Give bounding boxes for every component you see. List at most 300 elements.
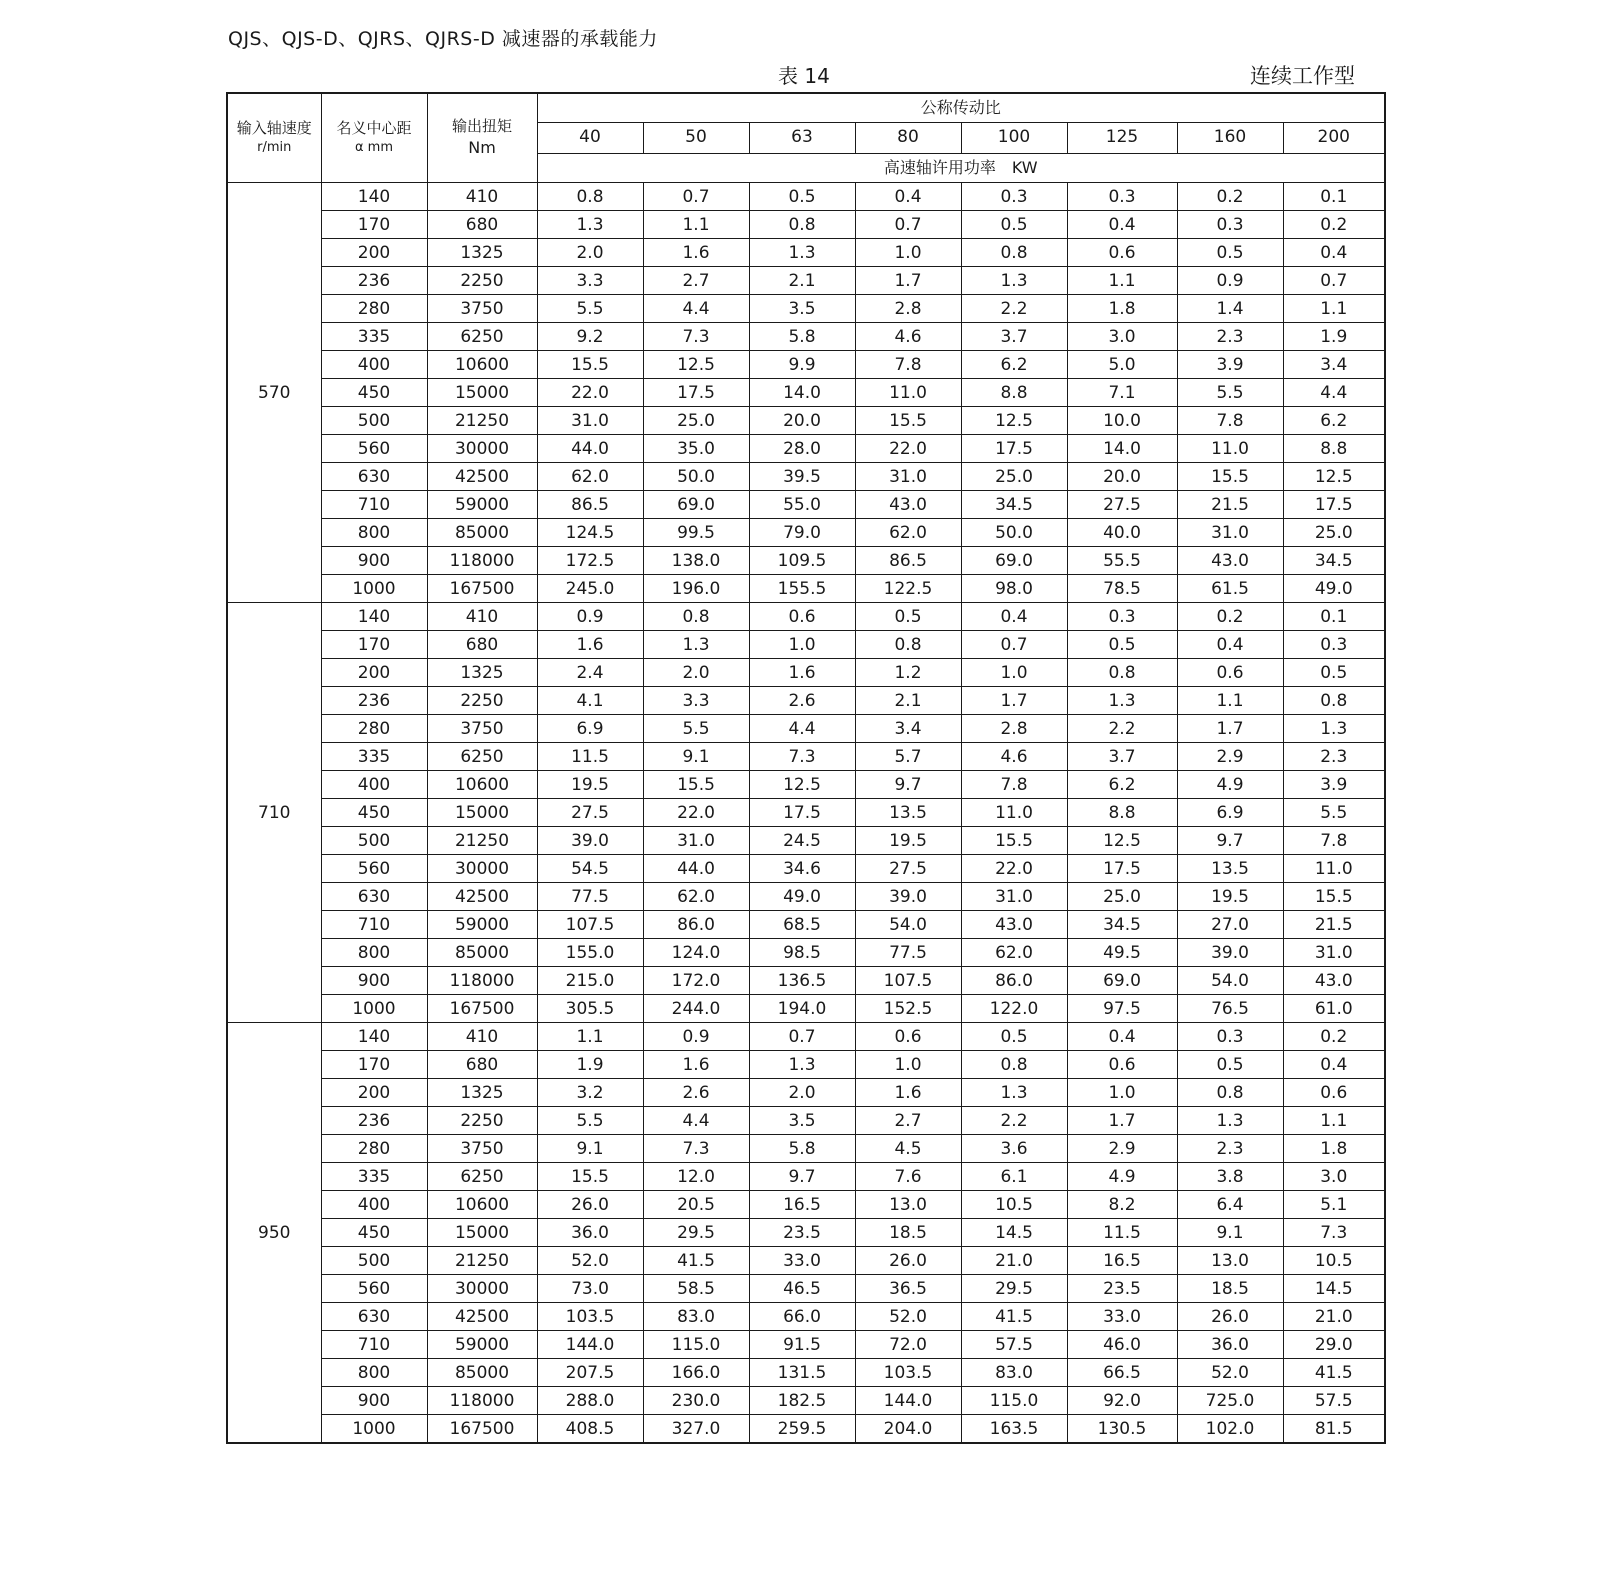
power-cell: 1.0 <box>749 631 855 659</box>
power-cell: 69.0 <box>961 547 1067 575</box>
power-cell: 8.2 <box>1067 1191 1177 1219</box>
power-cell: 0.4 <box>1067 211 1177 239</box>
center-distance-cell: 560 <box>321 1275 427 1303</box>
output-torque-cell: 85000 <box>427 1359 537 1387</box>
power-cell: 12.5 <box>1283 463 1385 491</box>
power-cell: 36.0 <box>1177 1331 1283 1359</box>
power-cell: 7.1 <box>1067 379 1177 407</box>
power-cell: 20.0 <box>749 407 855 435</box>
power-cell: 3.5 <box>749 295 855 323</box>
output-torque-cell: 1325 <box>427 659 537 687</box>
power-cell: 102.0 <box>1177 1415 1283 1444</box>
power-cell: 13.5 <box>1177 855 1283 883</box>
table-row <box>227 379 1385 407</box>
power-cell: 5.5 <box>1177 379 1283 407</box>
power-cell: 83.0 <box>961 1359 1067 1387</box>
power-cell: 115.0 <box>643 1331 749 1359</box>
power-cell: 0.8 <box>537 183 643 211</box>
power-cell: 77.5 <box>855 939 961 967</box>
power-cell: 68.5 <box>749 911 855 939</box>
power-cell: 24.5 <box>749 827 855 855</box>
table-row <box>227 687 1385 715</box>
power-cell: 130.5 <box>1067 1415 1177 1444</box>
power-cell: 77.5 <box>537 883 643 911</box>
table-row <box>227 855 1385 883</box>
power-cell: 16.5 <box>749 1191 855 1219</box>
power-cell: 66.5 <box>1067 1359 1177 1387</box>
power-cell: 136.5 <box>749 967 855 995</box>
power-cell: 19.5 <box>1177 883 1283 911</box>
table-number: 表 14 <box>778 64 830 88</box>
power-cell: 2.4 <box>537 659 643 687</box>
power-cell: 1.3 <box>1067 687 1177 715</box>
output-torque-cell: 15000 <box>427 379 537 407</box>
power-cell: 7.3 <box>1283 1219 1385 1247</box>
power-cell: 244.0 <box>643 995 749 1023</box>
table-row <box>227 631 1385 659</box>
output-torque-cell: 59000 <box>427 911 537 939</box>
output-torque-cell: 15000 <box>427 799 537 827</box>
power-cell: 22.0 <box>537 379 643 407</box>
output-torque-cell: 2250 <box>427 267 537 295</box>
output-torque-cell: 42500 <box>427 883 537 911</box>
header-ratio-50: 50 <box>643 123 749 154</box>
power-cell: 0.4 <box>961 603 1067 631</box>
header-ratio-63: 63 <box>749 123 855 154</box>
power-cell: 17.5 <box>961 435 1067 463</box>
table-row <box>227 323 1385 351</box>
power-cell: 14.5 <box>1283 1275 1385 1303</box>
power-cell: 54.0 <box>1177 967 1283 995</box>
power-cell: 11.0 <box>1177 435 1283 463</box>
power-cell: 57.5 <box>961 1331 1067 1359</box>
output-torque-cell: 118000 <box>427 1387 537 1415</box>
center-distance-cell: 335 <box>321 743 427 771</box>
power-cell: 0.9 <box>643 1023 749 1051</box>
power-cell: 23.5 <box>749 1219 855 1247</box>
table-row <box>227 995 1385 1023</box>
output-torque-cell: 410 <box>427 183 537 211</box>
power-cell: 3.7 <box>961 323 1067 351</box>
power-cell: 27.5 <box>855 855 961 883</box>
center-distance-cell: 630 <box>321 883 427 911</box>
power-cell: 5.5 <box>643 715 749 743</box>
power-cell: 19.5 <box>855 827 961 855</box>
power-cell: 2.3 <box>1283 743 1385 771</box>
output-torque-cell: 30000 <box>427 1275 537 1303</box>
power-cell: 2.2 <box>961 295 1067 323</box>
power-cell: 7.3 <box>749 743 855 771</box>
power-cell: 1.4 <box>1177 295 1283 323</box>
power-cell: 97.5 <box>1067 995 1177 1023</box>
center-distance-cell: 170 <box>321 631 427 659</box>
power-cell: 0.8 <box>1067 659 1177 687</box>
power-cell: 1.6 <box>855 1079 961 1107</box>
center-distance-cell: 800 <box>321 1359 427 1387</box>
power-cell: 207.5 <box>537 1359 643 1387</box>
header-output-torque <box>427 93 537 183</box>
power-cell: 15.5 <box>1283 883 1385 911</box>
power-cell: 33.0 <box>1067 1303 1177 1331</box>
power-cell: 91.5 <box>749 1331 855 1359</box>
power-cell: 19.5 <box>537 771 643 799</box>
power-cell: 31.0 <box>1283 939 1385 967</box>
power-cell: 25.0 <box>961 463 1067 491</box>
table-row <box>227 659 1385 687</box>
table-row <box>227 1275 1385 1303</box>
power-cell: 7.3 <box>643 1135 749 1163</box>
output-torque-cell: 30000 <box>427 855 537 883</box>
center-distance-cell: 400 <box>321 771 427 799</box>
power-cell: 6.1 <box>961 1163 1067 1191</box>
power-cell: 43.0 <box>1283 967 1385 995</box>
power-cell: 0.6 <box>1067 239 1177 267</box>
power-cell: 1.3 <box>1177 1107 1283 1135</box>
center-distance-cell: 500 <box>321 407 427 435</box>
power-cell: 0.7 <box>961 631 1067 659</box>
power-cell: 11.0 <box>855 379 961 407</box>
power-cell: 109.5 <box>749 547 855 575</box>
power-cell: 3.8 <box>1177 1163 1283 1191</box>
power-cell: 1.7 <box>961 687 1067 715</box>
power-cell: 0.2 <box>1283 1023 1385 1051</box>
center-distance-cell: 710 <box>321 491 427 519</box>
power-cell: 99.5 <box>643 519 749 547</box>
center-distance-cell: 800 <box>321 939 427 967</box>
power-cell: 11.0 <box>1283 855 1385 883</box>
power-cell: 0.6 <box>855 1023 961 1051</box>
power-cell: 144.0 <box>855 1387 961 1415</box>
power-cell: 155.0 <box>537 939 643 967</box>
center-distance-cell: 280 <box>321 1135 427 1163</box>
power-cell: 12.0 <box>643 1163 749 1191</box>
output-torque-cell: 118000 <box>427 547 537 575</box>
power-cell: 215.0 <box>537 967 643 995</box>
power-cell: 1.1 <box>643 211 749 239</box>
power-cell: 172.5 <box>537 547 643 575</box>
power-cell: 46.0 <box>1067 1331 1177 1359</box>
power-cell: 27.0 <box>1177 911 1283 939</box>
center-distance-cell: 630 <box>321 463 427 491</box>
center-distance-cell: 710 <box>321 911 427 939</box>
power-cell: 21.5 <box>1177 491 1283 519</box>
power-cell: 2.0 <box>749 1079 855 1107</box>
power-cell: 55.0 <box>749 491 855 519</box>
power-cell: 0.2 <box>1177 603 1283 631</box>
output-torque-cell: 21250 <box>427 407 537 435</box>
header-input-speed <box>227 93 321 183</box>
table-row <box>227 1023 1385 1051</box>
power-cell: 22.0 <box>855 435 961 463</box>
power-cell: 1.3 <box>749 1051 855 1079</box>
power-cell: 11.5 <box>537 743 643 771</box>
power-cell: 2.7 <box>643 267 749 295</box>
power-cell: 6.2 <box>961 351 1067 379</box>
power-cell: 39.0 <box>1177 939 1283 967</box>
center-distance-cell: 450 <box>321 379 427 407</box>
power-cell: 12.5 <box>643 351 749 379</box>
center-distance-cell: 560 <box>321 435 427 463</box>
power-cell: 4.9 <box>1177 771 1283 799</box>
power-cell: 13.5 <box>855 799 961 827</box>
power-cell: 15.5 <box>961 827 1067 855</box>
output-torque-cell: 3750 <box>427 295 537 323</box>
header-ratio-160: 160 <box>1177 123 1283 154</box>
power-cell: 43.0 <box>1177 547 1283 575</box>
power-cell: 76.5 <box>1177 995 1283 1023</box>
power-cell: 1.6 <box>537 631 643 659</box>
power-cell: 0.5 <box>1067 631 1177 659</box>
power-cell: 1.7 <box>1067 1107 1177 1135</box>
power-cell: 12.5 <box>961 407 1067 435</box>
center-distance-cell: 500 <box>321 827 427 855</box>
power-cell: 3.6 <box>961 1135 1067 1163</box>
table-row <box>227 1135 1385 1163</box>
power-cell: 3.0 <box>1067 323 1177 351</box>
power-cell: 62.0 <box>537 463 643 491</box>
output-torque-cell: 680 <box>427 631 537 659</box>
power-cell: 155.5 <box>749 575 855 603</box>
document-title: QJS、QJS-D、QJRS、QJRS-D 减速器的承载能力 <box>228 28 658 50</box>
power-cell: 163.5 <box>961 1415 1067 1444</box>
power-cell: 10.0 <box>1067 407 1177 435</box>
power-cell: 122.0 <box>961 995 1067 1023</box>
power-cell: 3.3 <box>643 687 749 715</box>
output-torque-cell: 410 <box>427 1023 537 1051</box>
header-input-speed-label: 输入轴速度 <box>236 118 312 137</box>
output-torque-cell: 10600 <box>427 1191 537 1219</box>
table-row <box>227 1163 1385 1191</box>
table-row <box>227 491 1385 519</box>
power-cell: 2.6 <box>749 687 855 715</box>
power-cell: 49.0 <box>749 883 855 911</box>
table-row <box>227 1303 1385 1331</box>
power-cell: 0.4 <box>1283 1051 1385 1079</box>
header-ratio-100: 100 <box>961 123 1067 154</box>
table-row <box>227 435 1385 463</box>
power-cell: 25.0 <box>1283 519 1385 547</box>
power-cell: 31.0 <box>537 407 643 435</box>
output-torque-cell: 42500 <box>427 463 537 491</box>
power-cell: 41.5 <box>643 1247 749 1275</box>
input-speed-cell: 710 <box>227 603 321 1023</box>
power-cell: 0.3 <box>1177 1023 1283 1051</box>
power-cell: 3.4 <box>1283 351 1385 379</box>
power-cell: 54.5 <box>537 855 643 883</box>
power-cell: 194.0 <box>749 995 855 1023</box>
power-cell: 21.0 <box>1283 1303 1385 1331</box>
power-cell: 5.7 <box>855 743 961 771</box>
power-cell: 8.8 <box>1067 799 1177 827</box>
power-cell: 0.5 <box>1177 239 1283 267</box>
table-row <box>227 1331 1385 1359</box>
header-ratio-125: 125 <box>1067 123 1177 154</box>
power-cell: 49.5 <box>1067 939 1177 967</box>
table-row <box>227 827 1385 855</box>
power-cell: 0.4 <box>855 183 961 211</box>
power-cell: 8.8 <box>1283 435 1385 463</box>
power-cell: 52.0 <box>537 1247 643 1275</box>
center-distance-cell: 400 <box>321 1191 427 1219</box>
input-speed-cell: 570 <box>227 183 321 603</box>
power-cell: 3.3 <box>537 267 643 295</box>
power-cell: 29.5 <box>961 1275 1067 1303</box>
power-cell: 81.5 <box>1283 1415 1385 1444</box>
power-cell: 166.0 <box>643 1359 749 1387</box>
power-cell: 0.8 <box>961 1051 1067 1079</box>
power-cell: 26.0 <box>855 1247 961 1275</box>
power-cell: 43.0 <box>961 911 1067 939</box>
power-cell: 0.1 <box>1283 183 1385 211</box>
power-cell: 10.5 <box>961 1191 1067 1219</box>
power-cell: 1.7 <box>1177 715 1283 743</box>
table-row <box>227 1107 1385 1135</box>
center-distance-cell: 236 <box>321 1107 427 1135</box>
power-cell: 73.0 <box>537 1275 643 1303</box>
power-cell: 28.0 <box>749 435 855 463</box>
output-torque-cell: 3750 <box>427 1135 537 1163</box>
power-cell: 22.0 <box>961 855 1067 883</box>
power-cell: 43.0 <box>855 491 961 519</box>
power-cell: 39.0 <box>855 883 961 911</box>
table-row <box>227 295 1385 323</box>
power-cell: 124.0 <box>643 939 749 967</box>
header-output-torque-label: 输出扭矩 <box>451 117 512 136</box>
table-row <box>227 547 1385 575</box>
table-row <box>227 267 1385 295</box>
header-center-distance-label: 名义中心距 <box>336 118 412 137</box>
output-torque-cell: 167500 <box>427 575 537 603</box>
power-cell: 62.0 <box>643 883 749 911</box>
table-row <box>227 939 1385 967</box>
power-cell: 4.9 <box>1067 1163 1177 1191</box>
power-cell: 0.5 <box>961 211 1067 239</box>
power-cell: 2.8 <box>855 295 961 323</box>
power-cell: 5.1 <box>1283 1191 1385 1219</box>
power-cell: 1.0 <box>855 239 961 267</box>
output-torque-cell: 410 <box>427 603 537 631</box>
center-distance-cell: 170 <box>321 1051 427 1079</box>
power-cell: 2.8 <box>961 715 1067 743</box>
power-cell: 6.2 <box>1283 407 1385 435</box>
power-cell: 61.0 <box>1283 995 1385 1023</box>
power-cell: 6.9 <box>1177 799 1283 827</box>
output-torque-cell: 680 <box>427 211 537 239</box>
power-cell: 7.6 <box>855 1163 961 1191</box>
power-cell: 0.5 <box>855 603 961 631</box>
power-cell: 1.7 <box>855 267 961 295</box>
power-cell: 34.5 <box>1283 547 1385 575</box>
power-cell: 17.5 <box>643 379 749 407</box>
power-cell: 7.8 <box>855 351 961 379</box>
power-cell: 3.4 <box>855 715 961 743</box>
header-center-distance-unit: α mm <box>354 140 394 156</box>
center-distance-cell: 140 <box>321 603 427 631</box>
power-cell: 22.0 <box>643 799 749 827</box>
center-distance-cell: 1000 <box>321 575 427 603</box>
table-row <box>227 407 1385 435</box>
power-cell: 2.2 <box>961 1107 1067 1135</box>
power-cell: 1.6 <box>643 1051 749 1079</box>
power-cell: 1.6 <box>643 239 749 267</box>
output-torque-cell: 6250 <box>427 743 537 771</box>
power-cell: 49.0 <box>1283 575 1385 603</box>
power-cell: 0.8 <box>855 631 961 659</box>
output-torque-cell: 59000 <box>427 491 537 519</box>
power-cell: 0.3 <box>1177 211 1283 239</box>
power-cell: 34.6 <box>749 855 855 883</box>
power-cell: 3.9 <box>1177 351 1283 379</box>
table-body <box>227 183 1385 1444</box>
center-distance-cell: 140 <box>321 183 427 211</box>
power-cell: 1.1 <box>537 1023 643 1051</box>
power-cell: 2.3 <box>1177 323 1283 351</box>
center-distance-cell: 900 <box>321 547 427 575</box>
power-cell: 1.9 <box>1283 323 1385 351</box>
output-torque-cell: 42500 <box>427 1303 537 1331</box>
center-distance-cell: 630 <box>321 1303 427 1331</box>
power-cell: 2.1 <box>855 687 961 715</box>
power-cell: 725.0 <box>1177 1387 1283 1415</box>
output-torque-cell: 21250 <box>427 1247 537 1275</box>
power-cell: 41.5 <box>961 1303 1067 1331</box>
power-cell: 4.6 <box>855 323 961 351</box>
power-cell: 1.0 <box>961 659 1067 687</box>
power-cell: 0.3 <box>1067 603 1177 631</box>
power-cell: 1.9 <box>537 1051 643 1079</box>
power-cell: 2.3 <box>1177 1135 1283 1163</box>
output-torque-cell: 2250 <box>427 1107 537 1135</box>
power-cell: 2.2 <box>1067 715 1177 743</box>
center-distance-cell: 400 <box>321 351 427 379</box>
power-cell: 2.9 <box>1067 1135 1177 1163</box>
power-cell: 9.1 <box>1177 1219 1283 1247</box>
power-cell: 327.0 <box>643 1415 749 1444</box>
center-distance-cell: 200 <box>321 239 427 267</box>
output-torque-cell: 10600 <box>427 771 537 799</box>
power-cell: 14.5 <box>961 1219 1067 1247</box>
power-cell: 2.0 <box>537 239 643 267</box>
power-cell: 9.9 <box>749 351 855 379</box>
power-cell: 98.5 <box>749 939 855 967</box>
power-cell: 9.7 <box>1177 827 1283 855</box>
header-ratio-40: 40 <box>537 123 643 154</box>
center-distance-cell: 140 <box>321 1023 427 1051</box>
power-cell: 0.4 <box>1283 239 1385 267</box>
power-cell: 230.0 <box>643 1387 749 1415</box>
power-cell: 58.5 <box>643 1275 749 1303</box>
power-cell: 3.0 <box>1283 1163 1385 1191</box>
power-cell: 15.5 <box>855 407 961 435</box>
table-row <box>227 967 1385 995</box>
center-distance-cell: 450 <box>321 1219 427 1247</box>
header-ratio-200: 200 <box>1283 123 1385 154</box>
power-cell: 4.5 <box>855 1135 961 1163</box>
power-cell: 103.5 <box>537 1303 643 1331</box>
power-cell: 1.1 <box>1067 267 1177 295</box>
power-cell: 15.5 <box>1177 463 1283 491</box>
table-row <box>227 575 1385 603</box>
power-cell: 0.6 <box>1177 659 1283 687</box>
table-row <box>227 1359 1385 1387</box>
power-cell: 10.5 <box>1283 1247 1385 1275</box>
power-cell: 15.5 <box>537 351 643 379</box>
header-power-label: 高速轴许用功率 KW <box>537 154 1385 183</box>
power-cell: 61.5 <box>1177 575 1283 603</box>
power-cell: 57.5 <box>1283 1387 1385 1415</box>
table-row <box>227 1079 1385 1107</box>
table-row <box>227 463 1385 491</box>
